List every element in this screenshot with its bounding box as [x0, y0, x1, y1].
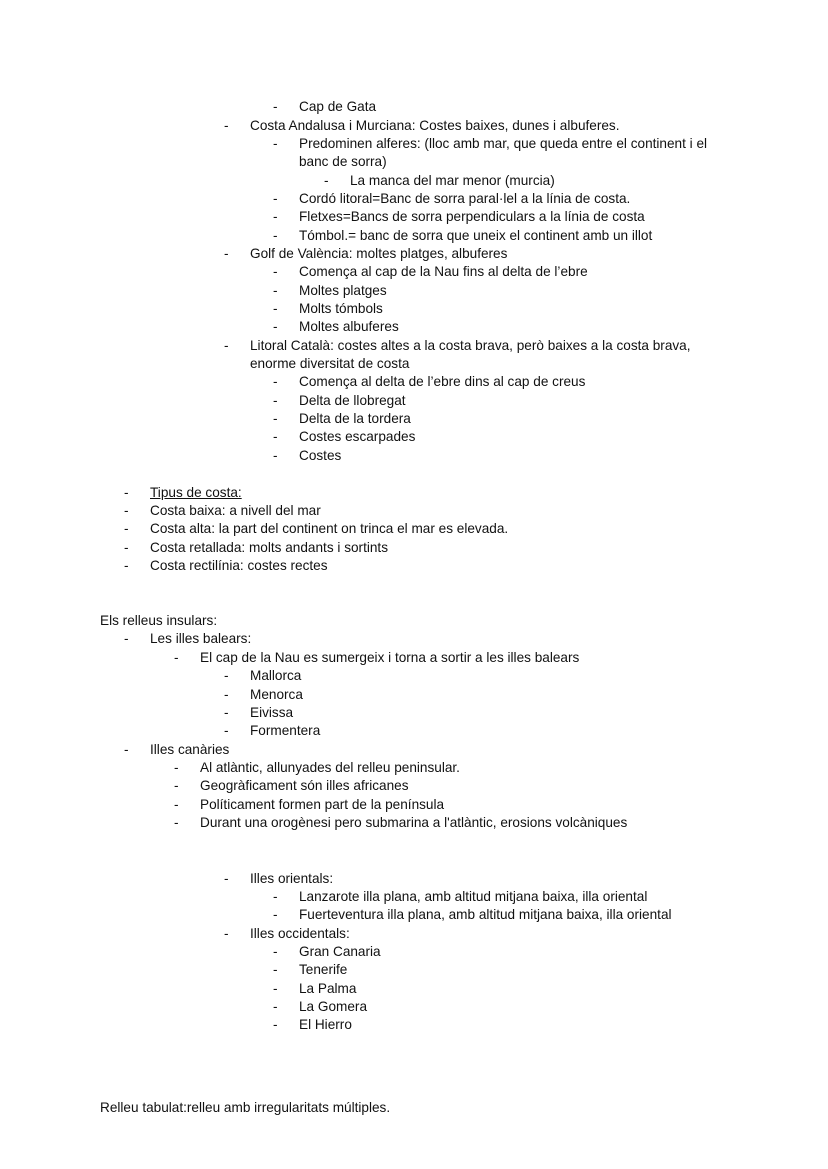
bullet-dash: - [124, 521, 129, 536]
section-heading: Tipus de costa: [150, 485, 242, 500]
list-item: Menorca [250, 687, 303, 702]
list-item: Al atlàntic, allunyades del relleu peninsular. [200, 760, 460, 775]
bullet-dash: - [273, 209, 278, 224]
list-item: Costa retallada: molts andants i sortints [150, 540, 389, 555]
bullet-dash: - [273, 264, 278, 279]
bullet-dash: - [273, 981, 278, 996]
list-item: La Palma [299, 981, 357, 996]
bullet-dash: - [273, 374, 278, 389]
bullet-dash: - [273, 962, 278, 977]
list-item: Costa alta: la part del continent on trinca el mar es elevada. [150, 521, 509, 536]
list-item: El cap de la Nau es sumergeix i torna a sortir a les illes balears [200, 650, 580, 665]
list-item: Les illes balears: [150, 631, 252, 646]
bullet-dash: - [124, 558, 129, 573]
list-item: Molts tómbols [299, 301, 383, 316]
list-item: La Gomera [299, 999, 368, 1014]
list-item: Cordó litoral=Banc de sorra paral·lel a la línia de costa. [299, 191, 631, 206]
bullet-dash: - [124, 742, 129, 757]
list-item: Formentera [250, 723, 321, 738]
bullet-dash: - [273, 301, 278, 316]
list-item: Geogràficament són illes africanes [200, 778, 409, 793]
list-item: Delta de la tordera [299, 411, 411, 426]
list-item: Comença al cap de la Nau fins al delta de l’ebre [299, 264, 588, 279]
bullet-dash: - [273, 429, 278, 444]
list-item: Mallorca [250, 668, 302, 683]
bullet-dash: - [124, 631, 129, 646]
bullet-dash: - [273, 411, 278, 426]
list-item: Costes [299, 448, 342, 463]
bullet-dash: - [273, 393, 278, 408]
bullet-dash: - [273, 191, 278, 206]
section-heading: Els relleus insulars: [100, 613, 218, 628]
bullet-dash: - [174, 778, 179, 793]
bullet-dash: - [273, 319, 278, 334]
list-item: Eivissa [250, 705, 294, 720]
list-item: La manca del mar menor (murcia) [350, 173, 555, 188]
bullet-dash: - [124, 503, 129, 518]
list-item: Durant una orogènesi pero submarina a l'atlàntic, erosions volcàniques [200, 815, 628, 830]
list-item-continuation: banc de sorra) [299, 154, 387, 169]
bullet-dash: - [273, 907, 278, 922]
list-item: Costa Andalusa i Murciana: Costes baixes, dunes i albuferes. [250, 118, 620, 133]
list-item: Tenerife [299, 962, 348, 977]
bullet-dash: - [273, 228, 278, 243]
bullet-dash: - [224, 705, 229, 720]
list-item: El Hierro [299, 1017, 352, 1032]
bullet-dash: - [324, 173, 329, 188]
list-item: Delta de llobregat [299, 393, 406, 408]
bullet-dash: - [273, 99, 278, 114]
list-item: Predominen alferes: (lloc amb mar, que queda entre el continent i el [299, 136, 708, 151]
bullet-dash: - [273, 283, 278, 298]
list-item: Illes occidentals: [250, 926, 350, 941]
list-item-continuation: enorme diversitat de costa [250, 356, 410, 371]
list-item: Moltes albuferes [299, 319, 399, 334]
list-item: Lanzarote illa plana, amb altitud mitjana baixa, illa oriental [299, 889, 648, 904]
bullet-dash: - [174, 650, 179, 665]
list-item: Golf de València: moltes platges, albuferes [250, 246, 508, 261]
list-item: Gran Canaria [299, 944, 381, 959]
list-item: Comença al delta de l’ebre dins al cap de creus [299, 374, 586, 389]
bullet-dash: - [273, 136, 278, 151]
bullet-dash: - [224, 338, 229, 353]
list-item: Litoral Català: costes altes a la costa brava, però baixes a la costa brava, [250, 338, 691, 353]
list-item: Illes orientals: [250, 871, 334, 886]
paragraph: Relleu tabulat:relleu amb irregularitats múltiples. [100, 1100, 391, 1115]
bullet-dash: - [273, 999, 278, 1014]
bullet-dash: - [273, 889, 278, 904]
list-item: Fuerteventura illa plana, amb altitud mitjana baixa, illa oriental [299, 907, 672, 922]
list-item: Illes canàries [150, 742, 230, 757]
list-item: Costa baixa: a nivell del mar [150, 503, 321, 518]
bullet-dash: - [224, 246, 229, 261]
bullet-dash: - [224, 926, 229, 941]
bullet-dash: - [224, 118, 229, 133]
bullet-dash: - [273, 1017, 278, 1032]
list-item: Costes escarpades [299, 429, 416, 444]
list-item: Moltes platges [299, 283, 387, 298]
list-item: Fletxes=Bancs de sorra perpendiculars a la línia de costa [299, 209, 645, 224]
bullet-dash: - [174, 760, 179, 775]
bullet-dash: - [224, 687, 229, 702]
bullet-dash: - [224, 871, 229, 886]
bullet-dash: - [224, 668, 229, 683]
bullet-dash: - [124, 540, 129, 555]
bullet-dash: - [273, 944, 278, 959]
bullet-dash: - [224, 723, 229, 738]
list-item: Políticament formen part de la península [200, 797, 445, 812]
list-item: Cap de Gata [299, 99, 377, 114]
bullet-dash: - [174, 797, 179, 812]
list-item: Costa rectilínia: costes rectes [150, 558, 328, 573]
list-item: Tómbol.= banc de sorra que uneix el continent amb un illot [299, 228, 653, 243]
bullet-dash: - [124, 485, 129, 500]
bullet-dash: - [273, 448, 278, 463]
bullet-dash: - [174, 815, 179, 830]
